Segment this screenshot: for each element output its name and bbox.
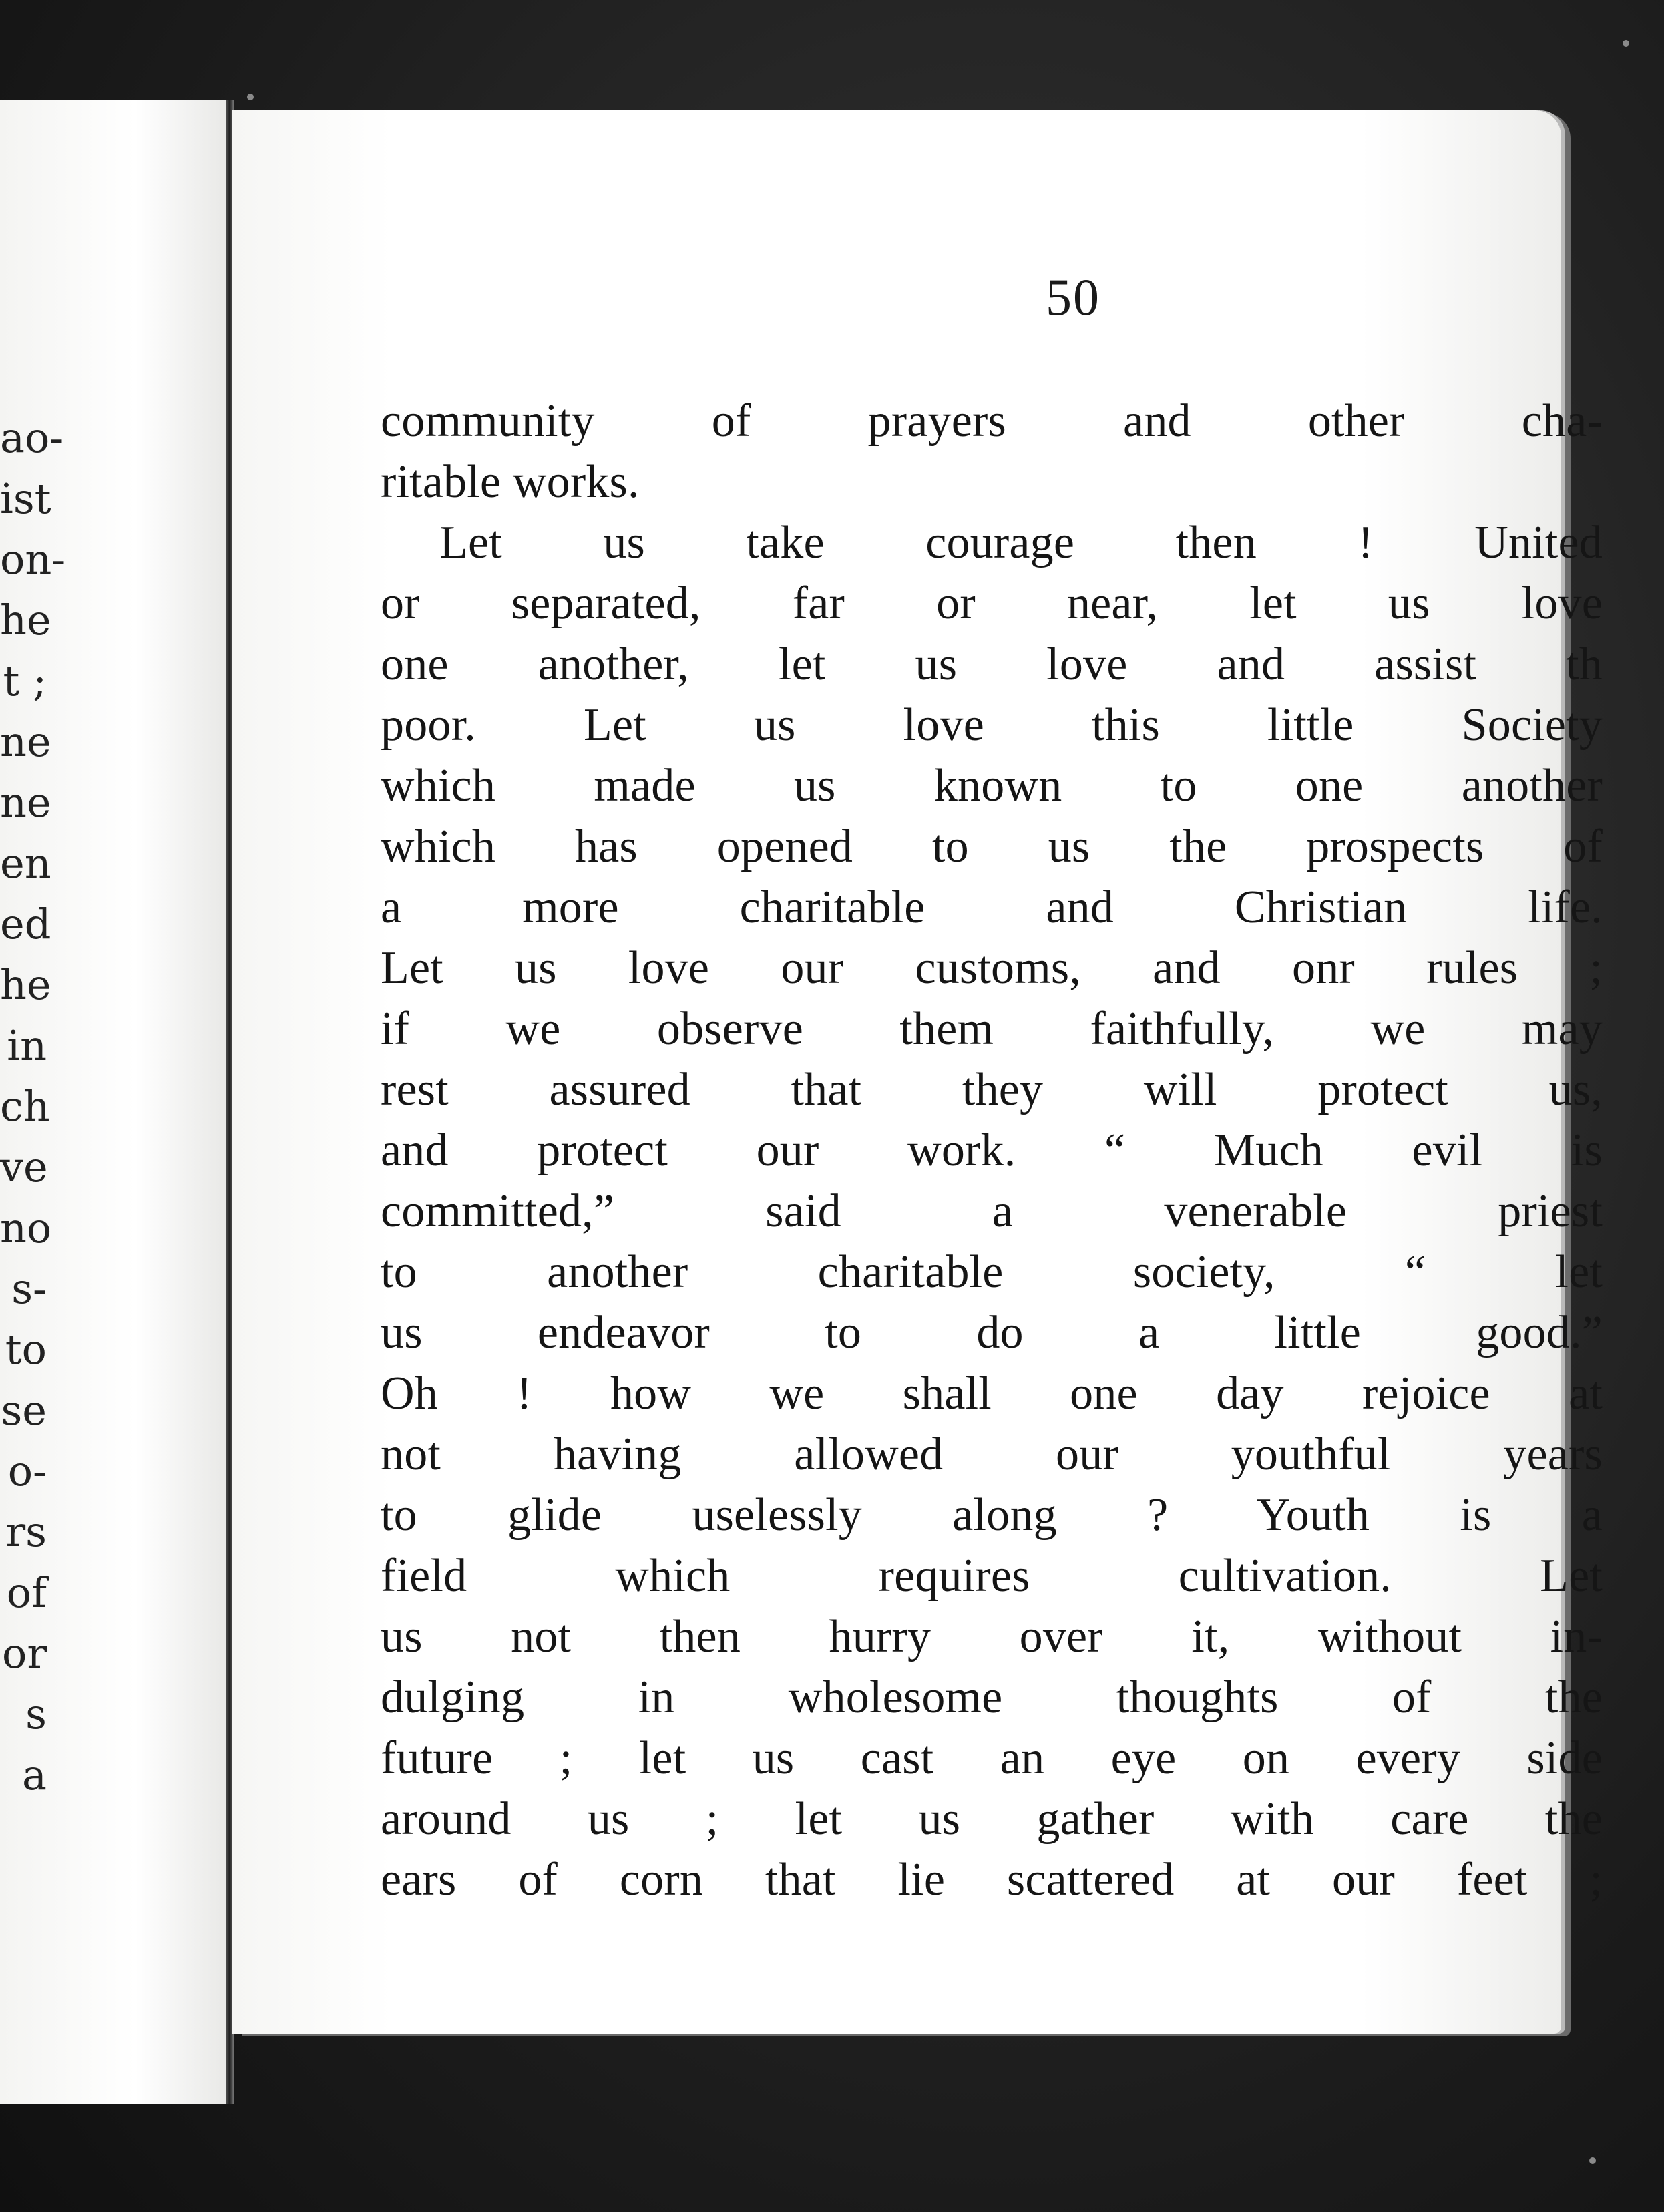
text-line: a more charitable and Christian life.: [381, 882, 1603, 933]
text-line: ears of corn that lie scattered at our feet ;: [381, 1854, 1603, 1905]
text-line: and protect our work. “ Much evil is: [381, 1125, 1603, 1176]
text-line: if we observe them faithfully, we may: [381, 1003, 1603, 1055]
left-fragment: ao-: [0, 413, 64, 462]
text-line: Let us love our customs, and onr rules ;: [381, 942, 1603, 994]
text-line: not having allowed our youthful years: [381, 1429, 1603, 1480]
body-text: [381, 391, 1603, 1910]
text-line: which has opened to us the prospects of: [381, 821, 1603, 872]
left-fragment: of: [6, 1568, 47, 1617]
left-fragment: s-: [11, 1264, 47, 1313]
left-fragment: ist: [0, 474, 51, 523]
text-line: to another charitable society, “ let: [381, 1246, 1603, 1298]
left-fragment: ed: [0, 900, 51, 948]
text-line: Let us take courage then ! United: [439, 517, 1603, 568]
text-line: field which requires cultivation. Let: [381, 1550, 1603, 1602]
left-fragment: t ;: [3, 657, 47, 705]
left-fragment: or: [2, 1629, 47, 1678]
text-line: around us ; let us gather with care the: [381, 1793, 1603, 1845]
left-facing-page: [0, 100, 230, 2104]
text-line: rest assured that they will protect us,: [381, 1064, 1603, 1115]
film-speck: [1623, 40, 1629, 47]
left-fragment: rs: [5, 1507, 47, 1556]
left-fragment: se: [1, 1386, 47, 1435]
page-number: 50: [1046, 268, 1100, 326]
left-fragment: ve: [0, 1143, 48, 1191]
left-fragment: to: [5, 1325, 47, 1374]
film-speck: [247, 94, 254, 100]
left-page-text-fragments: [0, 407, 226, 1805]
left-fragment: he: [0, 960, 51, 1009]
text-line: which made us known to one another: [381, 760, 1603, 811]
left-fragment: on-: [0, 535, 66, 584]
text-line: us not then hurry over it, without in-: [381, 1611, 1603, 1662]
text-line: one another, let us love and assist th: [381, 638, 1603, 690]
text-line: us endeavor to do a little good.”: [381, 1307, 1603, 1358]
left-fragment: ne: [0, 778, 51, 827]
text-line: future ; let us cast an eye on every side: [381, 1732, 1603, 1784]
left-fragment: in: [7, 1021, 47, 1070]
left-fragment: a: [22, 1750, 47, 1799]
left-fragment: no: [0, 1204, 52, 1252]
text-line: Oh ! how we shall one day rejoice at: [381, 1368, 1603, 1419]
text-line: ritable works.: [381, 456, 640, 508]
film-speck: [1589, 2157, 1596, 2164]
text-line: community of prayers and other cha-: [381, 395, 1603, 447]
text-line: poor. Let us love this little Society: [381, 699, 1603, 751]
left-fragment: en: [0, 839, 51, 888]
left-fragment: s: [25, 1690, 47, 1738]
text-line: dulging in wholesome thoughts of the: [381, 1672, 1603, 1723]
left-fragment: ne: [0, 717, 51, 766]
right-page: [232, 110, 1603, 2034]
left-fragment: o-: [7, 1447, 47, 1495]
left-fragment: he: [0, 596, 51, 644]
text-line: to glide uselessly along ? Youth is a: [381, 1489, 1603, 1541]
text-line: or separated, far or near, let us love: [381, 578, 1603, 629]
left-fragment: ch: [0, 1082, 50, 1131]
text-line: committed,” said a venerable priest: [381, 1185, 1603, 1237]
